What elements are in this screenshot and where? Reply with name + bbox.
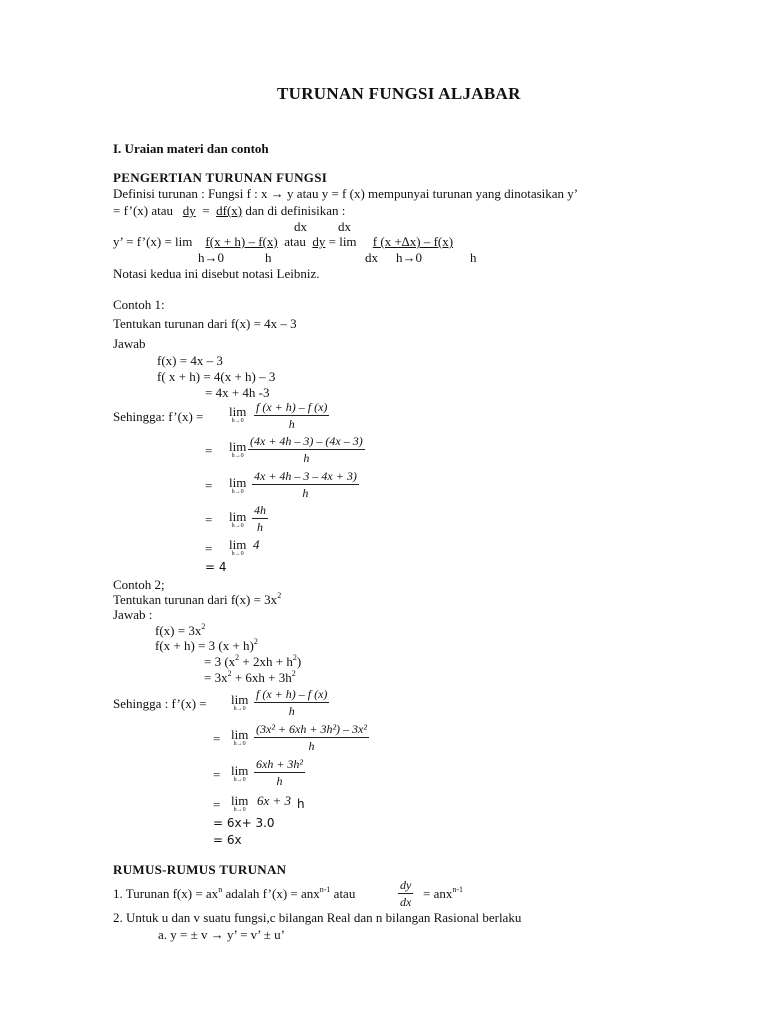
equals: = [205,443,213,458]
superscript: 2 [277,591,282,600]
step-line: f( x + h) = 4(x + h) – 3 [157,369,276,384]
example-label: Contoh 2; [113,577,165,592]
result-line: = 6x+ 3.0 [213,816,275,830]
fraction-bar [254,737,369,738]
text: = 3x [204,670,228,685]
equals: = [205,541,213,556]
lim-sub: h→0 [231,551,244,557]
fraction [252,503,268,534]
fraction-bar [254,772,305,773]
limit-operator [231,795,248,814]
text: dan di definisikan : [245,203,346,218]
lim-text: lim [231,727,249,742]
limit-numerator: f(x + h) – f(x) [205,234,278,249]
superscript: 2 [253,637,258,646]
text: y’ = f’(x) = lim [113,234,193,249]
text: atau [330,886,356,901]
limit-operator [231,694,248,713]
denominator: h [276,774,283,788]
fraction [254,757,305,788]
lim-text: lim [231,692,249,707]
denominator: h [265,250,272,265]
dy-dx-fraction [398,878,413,909]
numerator: 4x + 4h – 3 – 4x + 3) [254,469,357,483]
limit-subscript: h→0 [198,250,224,265]
denominator: dx [400,895,412,909]
subsection-heading: PENGERTIAN TURUNAN FUNGSI [113,170,328,185]
denominator: h [308,739,315,753]
step-line [155,638,258,654]
lim-sub: h→0 [233,741,246,747]
limit-operator [229,406,246,425]
superscript: n-1 [452,885,464,894]
fraction [248,434,365,465]
limit-operator [231,765,248,784]
limit-value: 4 [253,537,260,552]
dx-denominator: dx [365,250,378,265]
lim-text: lim [229,439,247,454]
fraction [254,400,329,431]
fraction-bar [398,893,413,894]
step-line: = 4x + 4h -3 [205,385,270,400]
subsection-heading: RUMUS-RUMUS TURUNAN [113,862,287,877]
limit-operator [229,477,246,496]
limit-operator [229,441,246,460]
equals: = [213,767,221,782]
lim-sub: h→0 [233,777,246,783]
result-line: = 6x [213,833,242,847]
equals: = [213,797,221,812]
text: + 6xh + 3h [231,670,292,685]
fraction-bar [254,415,329,416]
step-line: f(x) = 4x – 3 [157,353,223,368]
lim-text: lim [229,475,247,490]
lim-text: lim [229,509,247,524]
numerator: 6xh + 3h² [256,757,304,771]
denominator: h [303,451,310,465]
lim-text: lim [229,404,247,419]
dfx-numerator: df(x) [216,203,243,218]
text: f(x) = 3x [155,623,202,638]
denominator: h [470,250,477,265]
limit-value: 6x + 3 [257,793,292,808]
answer-label: Jawab [113,336,146,351]
superscript: 2 [201,622,206,631]
superscript: 2 [227,669,232,678]
fraction [254,687,329,718]
equals: = [213,731,221,746]
dy-numerator: dy [182,203,196,218]
lim-text: lim [231,793,249,808]
limit-operator [231,729,248,748]
fraction [254,722,369,753]
lim-sub: h→0 [233,807,246,813]
therefore-label: Sehingga : f’(x) = [113,696,207,711]
limit-numerator: f (x +∆x) – f(x) [372,234,454,249]
numerator: f (x + h) – f (x) [256,687,328,701]
text: = lim [328,234,357,249]
lim-text: lim [229,537,247,552]
step-line [155,623,205,639]
formula-1-result [423,886,463,902]
equals: = [205,512,213,527]
equals: = [202,203,210,218]
definition-limit-line [113,234,453,250]
numerator: (3x² + 6xh + 3h²) – 3x² [256,722,367,736]
limit-operator [229,539,246,558]
formula-2a: a. y = ± v → y’ = v’ ± u’ [158,927,286,942]
formula-1 [113,886,355,902]
answer-label: Jawab : [113,607,153,622]
equals: = [205,478,213,493]
result-line: = 4 [205,560,227,574]
text: = f’(x) atau [113,203,174,218]
page-title: TURUNAN FUNGSI ALJABAR [277,84,521,103]
numerator: f (x + h) – f (x) [256,400,328,414]
fraction-bar [248,449,365,450]
lim-sub: h→0 [231,489,244,495]
text: adalah f’(x) = anx [222,886,320,901]
lim-sub: h→0 [231,523,244,529]
numerator: dy [400,878,412,892]
section-heading: I. Uraian materi dan contoh [113,141,269,156]
text: Tentukan turunan dari f(x) = 3x [113,592,278,607]
example-task [113,592,281,608]
fraction-bar [252,518,268,519]
dx-denominator: dx [338,219,351,234]
text: ) [296,654,302,669]
example-task: Tentukan turunan dari f(x) = 4x – 3 [113,316,297,331]
step-line [204,654,301,670]
limit-subscript: h→0 [396,250,422,265]
superscript: 2 [235,653,240,662]
example-label: Contoh 1: [113,297,165,312]
text: atau [284,234,306,249]
fraction-bar [252,484,359,485]
text: = anx [423,886,453,901]
lim-sub: h→0 [231,418,244,424]
formula-2: 2. Untuk u dan v suatu fungsi,c bilangan Real dan n bilangan Rasional berlaku [113,910,522,925]
text: + 2xh + h [239,654,293,669]
numerator: (4x + 4h – 3) – (4x – 3) [250,434,363,448]
lim-text: lim [231,763,249,778]
numerator: 4h [254,503,266,517]
superscript: n [218,885,223,894]
definition-line-2 [113,203,345,219]
dy-numerator: dy [312,234,326,249]
superscript: 2 [291,669,296,678]
fraction-bar [254,702,329,703]
definition-line-1: Definisi turunan : Fungsi f : x → y atau y = f (x) mempunyai turunan yang dinotasikan y’ [113,186,579,201]
superscript: 2 [292,653,297,662]
denominator: h [257,520,263,534]
text: 1. Turunan f(x) = ax [113,886,219,901]
lim-sub: h→0 [231,453,244,459]
denominator: h [288,417,295,431]
text: = 3 (x [204,654,236,669]
step-line [204,670,296,686]
superscript: n-1 [319,885,331,894]
dx-denominator: dx [294,219,307,234]
lim-sub: h→0 [233,706,246,712]
denominator: h [302,486,309,500]
text: f(x + h) = 3 (x + h) [155,638,254,653]
limit-operator [229,511,246,530]
variable-h: h [297,797,305,811]
denominator: h [288,704,295,718]
notation-note: Notasi kedua ini disebut notasi Leibniz. [113,266,320,281]
fraction [252,469,359,500]
therefore-label: Sehingga: f’(x) = [113,409,204,424]
